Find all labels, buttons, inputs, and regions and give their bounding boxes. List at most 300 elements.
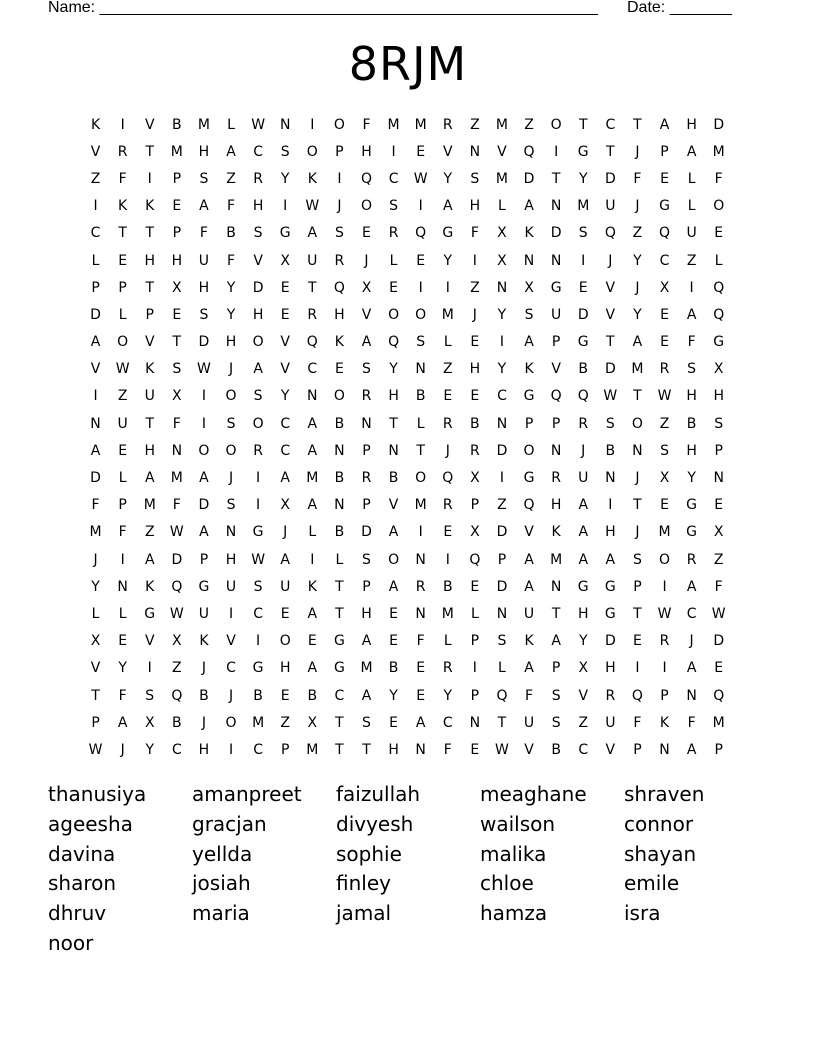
grid-letter: A — [307, 415, 318, 432]
grid-letter: I — [93, 388, 98, 405]
grid-letter: N — [415, 605, 426, 622]
grid-letter: Q — [442, 470, 454, 487]
grid-letter: A — [90, 334, 101, 351]
grid-letter: E — [470, 741, 480, 758]
word-bank-item: noor — [48, 930, 94, 955]
grid-letter: K — [118, 198, 128, 215]
grid-letter: A — [578, 497, 589, 514]
grid-letter: P — [551, 334, 561, 351]
grid-letter: H — [361, 143, 372, 160]
grid-letter: O — [306, 143, 318, 160]
grid-letter: A — [686, 306, 697, 323]
grid-letter: J — [337, 198, 342, 215]
word-bank-item: finley — [336, 871, 391, 896]
grid-letter: W — [169, 605, 184, 622]
grid-letter: O — [360, 198, 372, 215]
grid-letter: B — [307, 687, 318, 704]
grid-letter: S — [199, 170, 209, 187]
grid-letter: W — [657, 605, 672, 622]
word-bank-item: isra — [624, 901, 661, 926]
grid-letter: G — [577, 578, 589, 595]
grid-letter: V — [551, 361, 561, 378]
grid-letter: S — [172, 361, 182, 378]
word-bank-item: connor — [624, 811, 694, 836]
grid-row — [82, 301, 732, 328]
grid-letter: J — [689, 633, 694, 650]
grid-letter: N — [171, 442, 183, 459]
grid-letter: N — [279, 116, 291, 133]
grid-letter: G — [550, 279, 562, 296]
grid-row — [82, 410, 732, 437]
grid-letter: E — [470, 578, 480, 595]
grid-letter: B — [578, 361, 589, 378]
grid-letter: S — [362, 714, 371, 731]
grid-letter: H — [388, 388, 399, 405]
grid-letter: A — [307, 497, 318, 514]
word-bank-item: shraven — [624, 782, 705, 806]
grid-letter: F — [118, 687, 127, 704]
grid-letter: P — [714, 442, 723, 459]
grid-letter: E — [362, 225, 371, 242]
grid-letter: V — [144, 633, 155, 650]
grid-letter: J — [635, 198, 640, 215]
grid-letter: Y — [578, 170, 588, 187]
word-bank-item: malika — [480, 841, 547, 866]
grid-letter: I — [472, 660, 477, 677]
grid-letter: T — [118, 225, 127, 242]
grid-row — [82, 682, 732, 709]
grid-letter: X — [307, 714, 318, 731]
grid-letter: A — [307, 660, 318, 677]
grid-letter: G — [686, 524, 698, 541]
grid-letter: V — [90, 361, 101, 378]
grid-letter: E — [280, 279, 290, 296]
grid-letter: S — [632, 551, 642, 568]
grid-letter: K — [145, 578, 155, 595]
grid-letter: P — [470, 497, 480, 514]
grid-letter: Q — [388, 334, 400, 351]
grid-letter: A — [226, 143, 236, 160]
grid-letter: R — [307, 306, 318, 323]
grid-letter: L — [118, 470, 127, 487]
grid-letter: P — [470, 687, 480, 704]
grid-letter: J — [228, 470, 234, 487]
grid-letter: O — [550, 116, 562, 133]
grid-letter: A — [361, 334, 372, 351]
grid-letter: D — [496, 442, 508, 459]
grid-letter: S — [226, 415, 236, 432]
grid-letter: A — [280, 470, 290, 487]
grid-letter: C — [226, 660, 236, 677]
grid-letter: S — [389, 198, 399, 215]
grid-letter: A — [442, 198, 453, 215]
word-bank-item: sophie — [336, 841, 402, 866]
grid-letter: A — [578, 551, 589, 568]
grid-letter: I — [445, 279, 450, 296]
grid-letter: A — [307, 442, 318, 459]
grid-letter: O — [198, 442, 210, 459]
grid-letter: I — [256, 633, 261, 650]
grid-letter: W — [251, 551, 266, 568]
grid-letter: H — [225, 334, 237, 351]
header-row — [48, 0, 748, 18]
grid-row — [82, 111, 732, 138]
grid-letter: E — [280, 306, 290, 323]
grid-letter: H — [198, 279, 210, 296]
grid-letter: A — [388, 578, 399, 595]
grid-letter: P — [362, 578, 371, 595]
grid-letter: I — [689, 279, 694, 296]
word-bank-item: maria — [192, 901, 250, 926]
word-bank-item: faizullah — [336, 782, 421, 806]
grid-letter: Q — [713, 279, 725, 296]
grid-letter: T — [633, 605, 642, 622]
grid-letter: J — [120, 741, 125, 758]
grid-letter: T — [606, 334, 615, 351]
word-bank-item: divyesh — [336, 811, 414, 836]
grid-letter: M — [631, 361, 644, 378]
grid-row — [82, 546, 732, 573]
grid-letter: T — [362, 741, 371, 758]
grid-letter: D — [577, 306, 589, 323]
grid-letter: E — [660, 334, 669, 351]
grid-letter: D — [713, 116, 725, 133]
grid-letter: N — [90, 415, 101, 432]
grid-letter: T — [335, 714, 344, 731]
grid-letter: P — [91, 714, 100, 731]
grid-letter: D — [90, 470, 101, 487]
grid-letter: B — [388, 470, 399, 487]
grid-letter: E — [660, 170, 669, 187]
word-bank-item: josiah — [192, 871, 251, 896]
grid-letter: G — [333, 633, 345, 650]
grid-letter: J — [228, 361, 234, 378]
grid-letter: M — [495, 170, 508, 187]
grid-letter: X — [659, 470, 670, 487]
grid-letter: N — [415, 361, 426, 378]
grid-letter: I — [120, 116, 125, 133]
grid-letter: A — [524, 334, 534, 351]
word-bank — [48, 780, 768, 959]
grid-letter: F — [687, 334, 696, 351]
grid-letter: A — [199, 470, 209, 487]
grid-letter: E — [714, 225, 724, 242]
grid-letter: V — [90, 660, 101, 677]
grid-letter: O — [388, 306, 400, 323]
grid-letter: Z — [470, 116, 480, 133]
grid-letter: N — [632, 442, 643, 459]
grid-letter: T — [551, 605, 561, 622]
grid-row — [82, 600, 732, 627]
grid-letter: N — [334, 442, 345, 459]
grid-letter: X — [172, 279, 182, 296]
grid-letter: W — [169, 524, 184, 541]
grid-letter: W — [88, 741, 103, 758]
word-bank-item: emile — [624, 871, 680, 896]
grid-letter: D — [713, 633, 725, 650]
grid-letter: F — [470, 225, 479, 242]
grid-letter: H — [361, 605, 372, 622]
grid-letter: H — [388, 741, 399, 758]
grid-letter: V — [497, 143, 507, 160]
grid-letter: J — [201, 660, 206, 677]
grid-letter: L — [416, 415, 425, 432]
grid-letter: N — [496, 279, 508, 296]
grid-letter: W — [603, 388, 618, 405]
grid-letter: L — [308, 524, 317, 541]
grid-letter: Y — [687, 470, 696, 487]
grid-letter: Q — [523, 143, 535, 160]
grid-letter: T — [551, 170, 561, 187]
word-bank-item: amanpreet — [192, 782, 302, 806]
grid-letter: J — [635, 143, 640, 160]
grid-letter: O — [252, 334, 264, 351]
grid-letter: P — [551, 660, 561, 677]
grid-letter: T — [335, 578, 344, 595]
grid-letter: V — [388, 497, 399, 514]
grid-letter: S — [280, 143, 290, 160]
grid-letter: N — [388, 442, 399, 459]
grid-letter: N — [550, 442, 562, 459]
grid-letter: U — [523, 714, 535, 731]
grid-letter: E — [389, 714, 398, 731]
grid-letter: Z — [226, 170, 236, 187]
grid-letter: K — [145, 361, 155, 378]
grid-letter: H — [550, 497, 562, 514]
grid-letter: N — [550, 578, 562, 595]
grid-letter: G — [198, 578, 210, 595]
grid-letter: R — [253, 170, 263, 187]
grid-letter: U — [307, 252, 318, 269]
grid-letter: I — [499, 334, 505, 351]
grid-letter: M — [577, 198, 590, 215]
grid-row — [82, 655, 732, 682]
grid-letter: Z — [578, 714, 589, 731]
grid-letter: H — [144, 442, 155, 459]
grid-letter: K — [659, 714, 670, 731]
grid-letter: S — [551, 687, 561, 704]
grid-letter: M — [170, 470, 183, 487]
grid-letter: A — [388, 524, 399, 541]
grid-letter: E — [118, 252, 128, 269]
grid-letter: O — [388, 551, 400, 568]
grid-letter: M — [306, 470, 319, 487]
grid-letter: B — [686, 415, 697, 432]
grid-letter: Q — [604, 225, 616, 242]
grid-letter: J — [93, 551, 98, 568]
grid-letter: H — [605, 524, 616, 541]
grid-letter: H — [469, 198, 481, 215]
grid-letter: Y — [443, 170, 453, 187]
grid-letter: A — [361, 687, 372, 704]
grid-letter: A — [632, 334, 643, 351]
grid-letter: P — [524, 415, 534, 432]
grid-letter: A — [686, 143, 697, 160]
grid-letter: X — [144, 714, 155, 731]
grid-letter: E — [416, 143, 426, 160]
grid-letter: L — [443, 334, 452, 351]
grid-letter: C — [442, 714, 453, 731]
grid-letter: S — [578, 225, 588, 242]
grid-letter: M — [306, 741, 319, 758]
grid-letter: E — [172, 198, 182, 215]
grid-letter: C — [253, 143, 263, 160]
grid-letter: M — [550, 551, 563, 568]
grid-letter: A — [524, 551, 534, 568]
grid-letter: B — [199, 687, 209, 704]
grid-letter: Y — [443, 687, 453, 704]
grid-letter: V — [605, 741, 616, 758]
grid-letter: I — [256, 497, 261, 514]
grid-letter: Q — [631, 687, 643, 704]
grid-letter: J — [472, 306, 477, 323]
grid-letter: A — [307, 605, 318, 622]
grid-letter: P — [280, 741, 290, 758]
grid-letter: V — [280, 334, 290, 351]
grid-letter: J — [581, 442, 586, 459]
grid-letter: Q — [171, 687, 183, 704]
grid-letter: L — [91, 605, 100, 622]
grid-letter: I — [499, 470, 505, 487]
grid-letter: H — [334, 306, 345, 323]
grid-letter: F — [226, 252, 236, 269]
grid-letter: X — [713, 524, 724, 541]
grid-letter: P — [362, 497, 371, 514]
grid-letter: I — [662, 578, 667, 595]
grid-letter: D — [496, 524, 508, 541]
grid-letter: Y — [226, 306, 236, 323]
grid-letter: I — [554, 143, 559, 160]
grid-letter: B — [442, 578, 453, 595]
grid-letter: U — [551, 306, 562, 323]
grid-letter: A — [90, 442, 101, 459]
grid-letter: A — [524, 578, 534, 595]
grid-letter: N — [307, 388, 318, 405]
grid-letter: S — [470, 170, 480, 187]
grid-letter: B — [605, 442, 616, 459]
grid-letter: N — [659, 741, 670, 758]
grid-letter: A — [280, 551, 290, 568]
grid-letter: S — [551, 714, 561, 731]
grid-letter: P — [633, 578, 642, 595]
grid-letter: Q — [415, 225, 427, 242]
grid-letter: D — [604, 361, 616, 378]
grid-letter: J — [228, 687, 234, 704]
grid-letter: A — [307, 225, 318, 242]
grid-letter: C — [253, 605, 263, 622]
grid-letter: N — [469, 714, 481, 731]
grid-letter: L — [335, 551, 344, 568]
grid-letter: P — [118, 279, 127, 296]
grid-letter: H — [577, 605, 589, 622]
grid-letter: V — [226, 633, 236, 650]
grid-letter: C — [659, 252, 670, 269]
grid-letter: W — [251, 116, 266, 133]
grid-letter: U — [198, 605, 210, 622]
grid-letter: B — [172, 714, 182, 731]
grid-letter: C — [280, 442, 291, 459]
grid-letter: Z — [713, 551, 724, 568]
grid-letter: X — [470, 524, 480, 541]
grid-letter: Q — [523, 497, 535, 514]
grid-letter: W — [495, 741, 509, 758]
grid-letter: A — [551, 633, 561, 650]
grid-letter: N — [117, 578, 128, 595]
date-field-label: Date: _______ — [627, 0, 732, 16]
grid-letter: D — [604, 633, 616, 650]
grid-letter: N — [550, 198, 562, 215]
grid-letter: A — [199, 198, 209, 215]
grid-letter: Z — [497, 497, 507, 514]
grid-letter: E — [470, 388, 480, 405]
grid-letter: I — [337, 170, 342, 187]
grid-letter: N — [713, 470, 724, 487]
grid-letter: I — [472, 252, 477, 269]
grid-letter: E — [118, 442, 128, 459]
grid-letter: A — [199, 524, 209, 541]
word-bank-item: davina — [48, 841, 116, 866]
grid-letter: E — [172, 306, 182, 323]
grid-letter: Q — [171, 578, 183, 595]
grid-letter: S — [199, 306, 209, 323]
grid-letter: E — [714, 497, 724, 514]
grid-letter: O — [333, 116, 345, 133]
grid-letter: O — [225, 442, 237, 459]
grid-letter: I — [147, 170, 152, 187]
grid-letter: T — [145, 225, 155, 242]
grid-letter: V — [605, 306, 616, 323]
grid-letter: N — [686, 687, 697, 704]
grid-letter: C — [253, 741, 263, 758]
word-bank-item: dhruv — [48, 901, 107, 926]
grid-letter: M — [441, 605, 454, 622]
grid-letter: A — [686, 578, 697, 595]
grid-letter: L — [91, 252, 100, 269]
grid-letter: Y — [280, 170, 290, 187]
grid-letter: Z — [686, 252, 697, 269]
grid-letter: T — [633, 497, 642, 514]
grid-letter: P — [660, 143, 669, 160]
grid-letter: Q — [713, 306, 725, 323]
grid-letter: I — [310, 116, 315, 133]
grid-letter: D — [523, 170, 535, 187]
grid-letter: E — [660, 497, 669, 514]
grid-letter: K — [307, 170, 317, 187]
grid-letter: T — [389, 415, 398, 432]
grid-letter: B — [172, 116, 182, 133]
grid-letter: B — [334, 524, 345, 541]
grid-letter: X — [172, 388, 182, 405]
grid-letter: D — [198, 497, 210, 514]
grid-letter: M — [658, 524, 671, 541]
grid-letter: P — [470, 633, 480, 650]
grid-letter: S — [714, 415, 724, 432]
grid-letter: R — [578, 415, 589, 432]
grid-letter: S — [145, 687, 155, 704]
grid-letter: I — [662, 660, 667, 677]
grid-letter: P — [633, 741, 642, 758]
grid-row — [82, 383, 732, 410]
grid-letter: I — [635, 660, 640, 677]
grid-letter: R — [117, 143, 128, 160]
grid-letter: I — [418, 279, 423, 296]
grid-letter: J — [201, 714, 206, 731]
grid-letter: P — [118, 497, 127, 514]
word-bank-item: chloe — [480, 871, 534, 896]
grid-letter: H — [686, 388, 697, 405]
grid-letter: S — [226, 497, 236, 514]
grid-letter: H — [198, 741, 210, 758]
